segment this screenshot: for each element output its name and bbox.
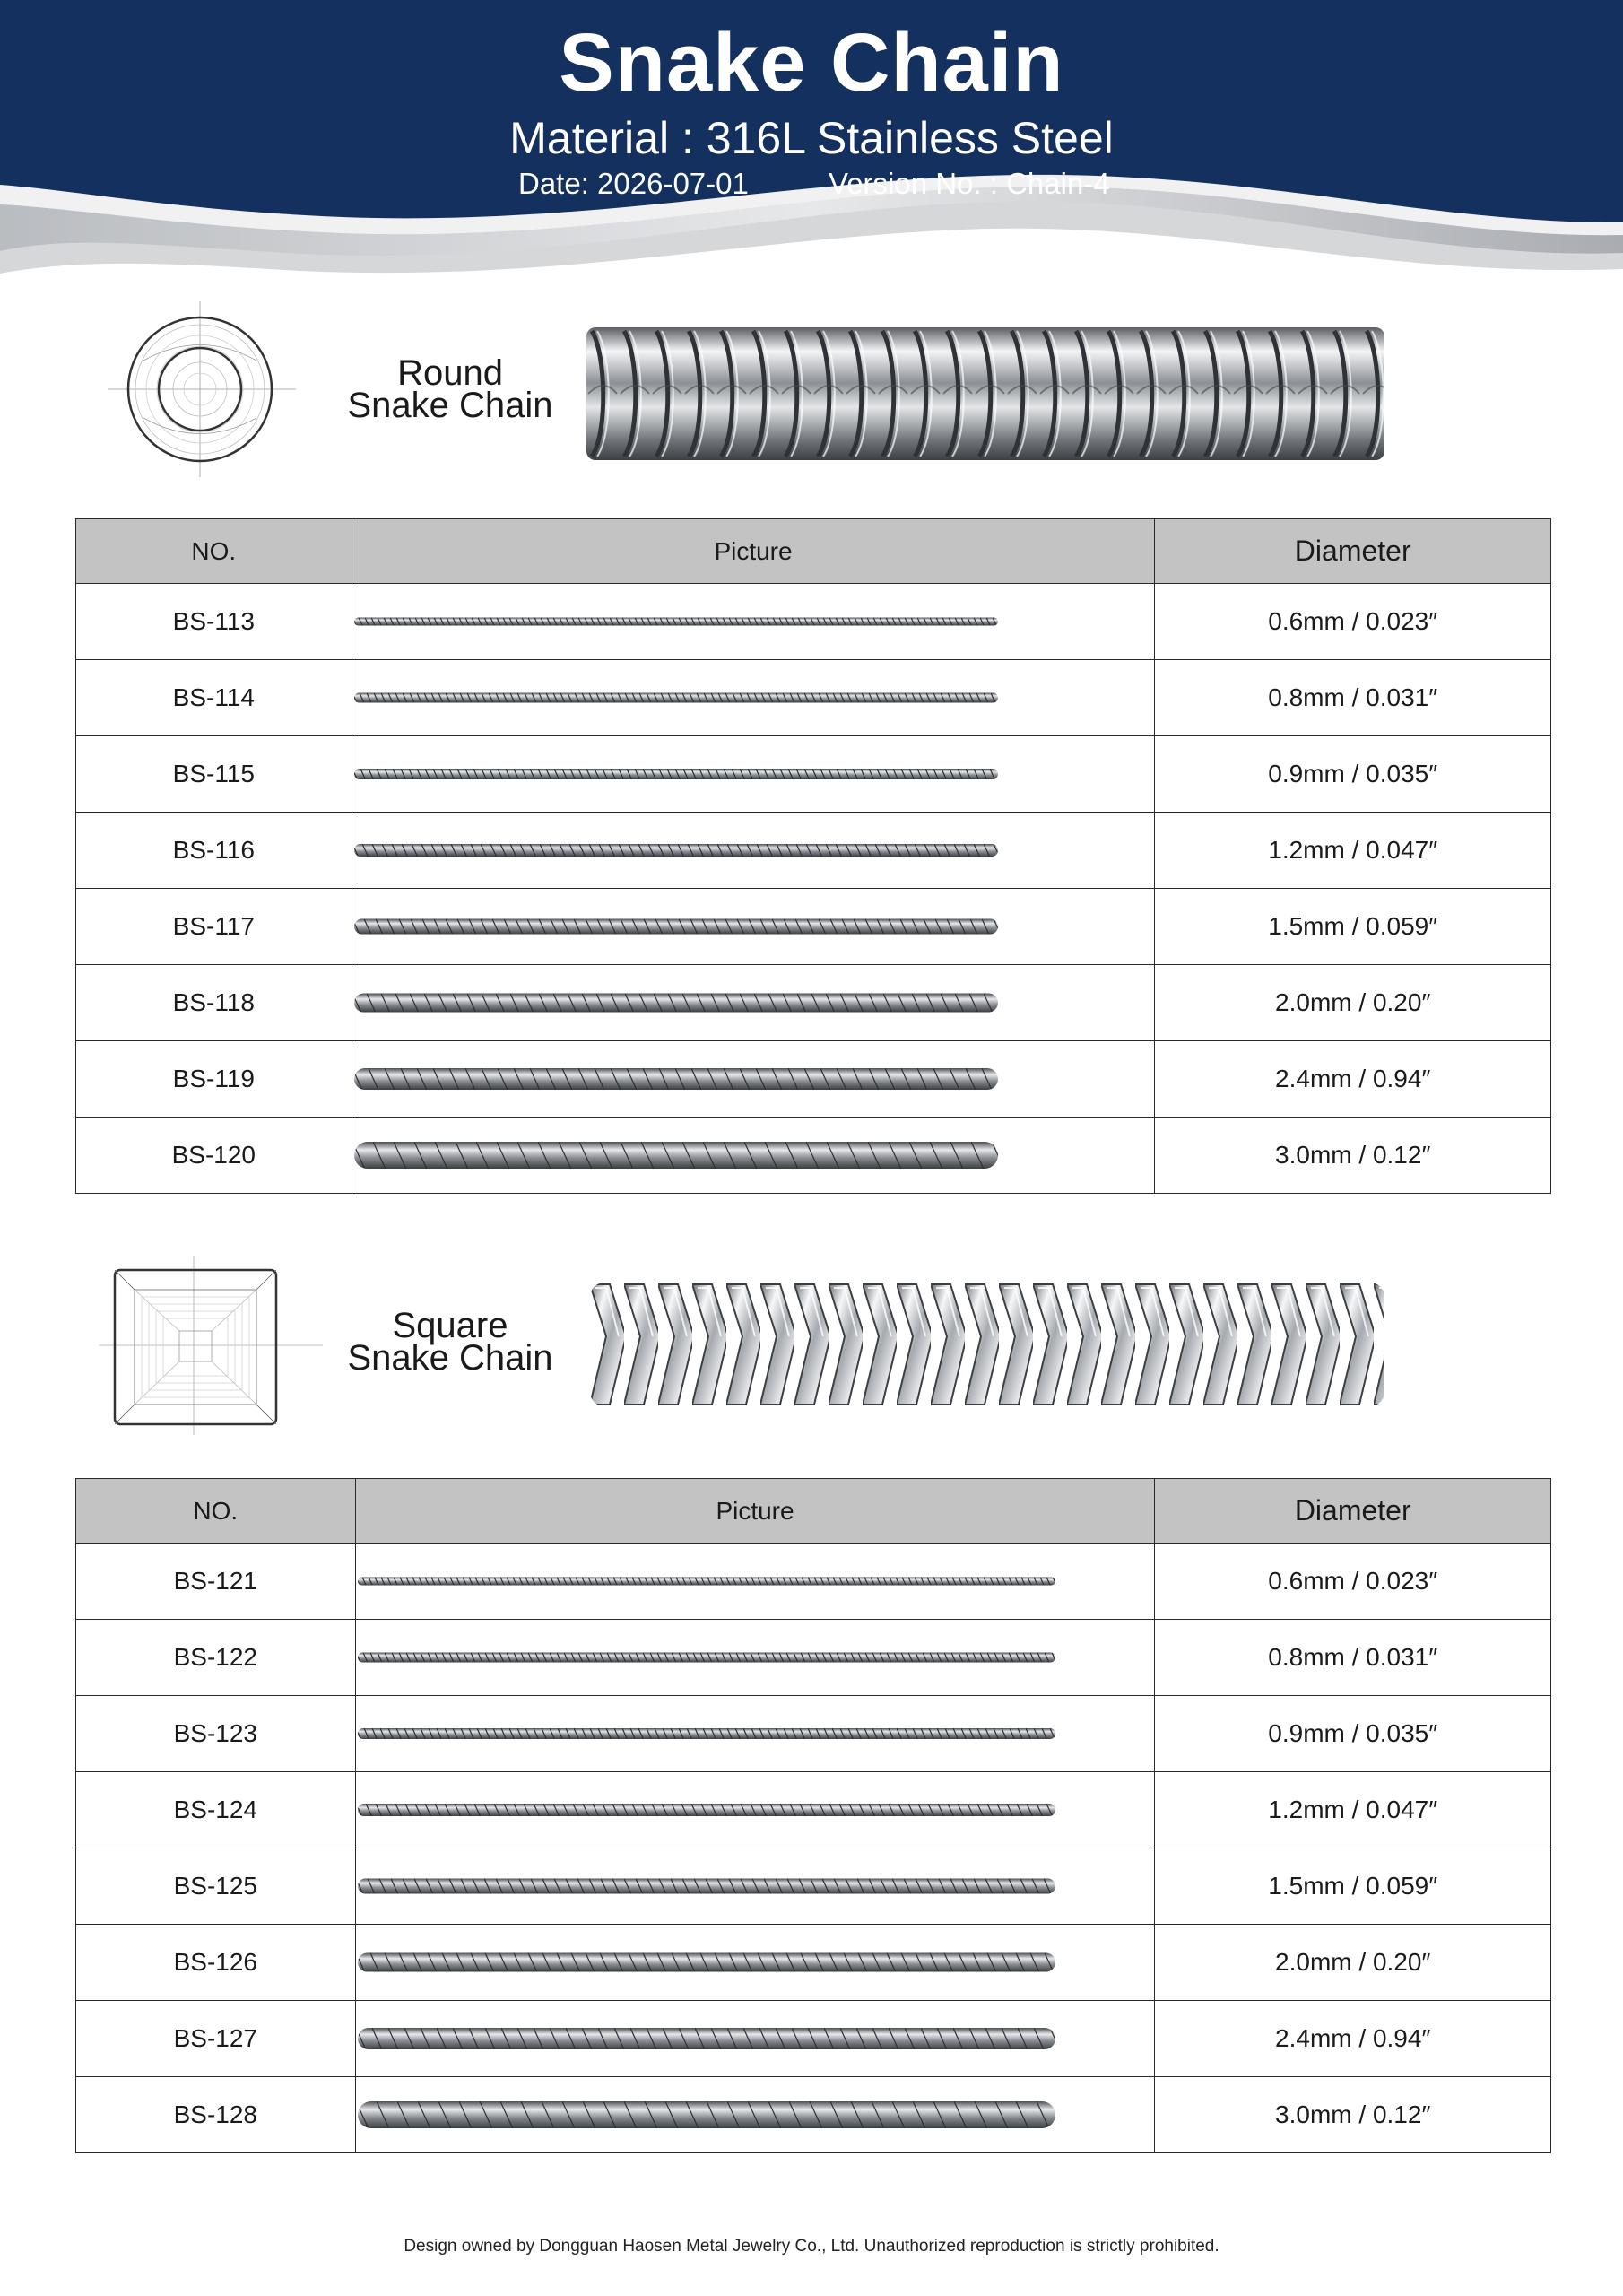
diameter-value: 0.9mm / 0.035″: [1155, 736, 1551, 813]
column-header-picture: Picture: [355, 1479, 1155, 1544]
diameter-value: 0.8mm / 0.031″: [1155, 1620, 1551, 1696]
table-row: [76, 736, 1551, 813]
chain-picture-cell: [352, 1041, 1155, 1118]
version-label: Version No. : Chain-4: [829, 167, 1110, 200]
diameter-value: 1.2mm / 0.047″: [1155, 1772, 1551, 1848]
chain-picture-cell: [355, 1925, 1155, 2001]
square-section-label: [341, 1306, 560, 1378]
square-snake-chain-photo: [590, 1283, 1384, 1406]
table-row: [76, 889, 1551, 965]
item-number: BS-121: [76, 1544, 356, 1620]
chain-sample-image: [356, 1639, 1057, 1675]
column-header-no: NO.: [76, 519, 352, 584]
table-row: [76, 1925, 1551, 2001]
square-spec-table: [75, 1478, 1551, 2153]
square-label-line2: Snake Chain: [347, 1338, 553, 1378]
chain-sample-image: [356, 1868, 1057, 1904]
item-number: BS-120: [76, 1118, 352, 1194]
chain-picture-cell: [352, 660, 1155, 736]
chain-picture-cell: [355, 1772, 1155, 1848]
diameter-value: 0.9mm / 0.035″: [1155, 1696, 1551, 1772]
round-spec-table: [75, 518, 1551, 1194]
chain-sample-image: [356, 2021, 1057, 2057]
table-row: [76, 2077, 1551, 2153]
diameter-value: 0.6mm / 0.023″: [1155, 584, 1551, 660]
chain-sample-image: [352, 680, 1000, 716]
chain-sample-image: [352, 909, 1000, 944]
round-label-line2: Snake Chain: [347, 386, 553, 425]
round-snake-chain-photo: [586, 327, 1384, 460]
round-cross-section-diagram: [108, 301, 296, 477]
chain-sample-image: [356, 1563, 1057, 1599]
page-title: Snake Chain: [559, 17, 1064, 109]
item-number: BS-126: [76, 1925, 356, 2001]
copyright-footer: Design owned by Dongguan Haosen Metal Jewelry Co., Ltd. Unauthorized reproduction is strictly prohibited.: [404, 2237, 1219, 2256]
chain-sample-image: [356, 1716, 1057, 1752]
diameter-value: 1.5mm / 0.059″: [1155, 1848, 1551, 1925]
item-number: BS-125: [76, 1848, 356, 1925]
table-header-row: [76, 519, 1551, 584]
chain-picture-cell: [352, 813, 1155, 889]
diameter-value: 1.5mm / 0.059″: [1155, 889, 1551, 965]
diameter-value: 2.0mm / 0.20″: [1155, 965, 1551, 1041]
column-header-diameter: Diameter: [1155, 1479, 1551, 1544]
chain-picture-cell: [352, 736, 1155, 813]
material-subtitle: Material : 316L Stainless Steel: [509, 113, 1114, 163]
round-table-body: [76, 584, 1551, 1194]
table-row: [76, 1696, 1551, 1772]
table-row: [76, 660, 1551, 736]
item-number: BS-124: [76, 1772, 356, 1848]
chain-picture-cell: [352, 584, 1155, 660]
table-row: [76, 813, 1551, 889]
table-row: [76, 1772, 1551, 1848]
chain-picture-cell: [355, 1696, 1155, 1772]
chain-picture-cell: [355, 2077, 1155, 2153]
item-number: BS-113: [76, 584, 352, 660]
table-row: [76, 1118, 1551, 1194]
item-number: BS-118: [76, 965, 352, 1041]
round-section-label: [341, 353, 560, 425]
table-row: [76, 1620, 1551, 1696]
chain-sample-image: [352, 756, 1000, 792]
column-header-picture: Picture: [352, 519, 1155, 584]
table-row: [76, 965, 1551, 1041]
chain-sample-image: [352, 1137, 1000, 1173]
chain-sample-image: [352, 604, 1000, 639]
chain-sample-image: [356, 1944, 1057, 1980]
chain-picture-cell: [355, 1848, 1155, 1925]
diameter-value: 0.6mm / 0.023″: [1155, 1544, 1551, 1620]
square-label-line1: Square: [392, 1306, 508, 1345]
column-header-diameter: Diameter: [1155, 519, 1551, 584]
table-row: [76, 2001, 1551, 2077]
chain-sample-image: [356, 2097, 1057, 2133]
chain-picture-cell: [352, 1118, 1155, 1194]
diameter-value: 2.4mm / 0.94″: [1155, 1041, 1551, 1118]
diameter-value: 0.8mm / 0.031″: [1155, 660, 1551, 736]
date-label: Date: 2026-07-01: [518, 167, 749, 200]
item-number: BS-123: [76, 1696, 356, 1772]
table-row: [76, 1041, 1551, 1118]
item-number: BS-114: [76, 660, 352, 736]
item-number: BS-128: [76, 2077, 356, 2153]
item-number: BS-117: [76, 889, 352, 965]
item-number: BS-115: [76, 736, 352, 813]
diameter-value: 2.0mm / 0.20″: [1155, 1925, 1551, 2001]
diameter-value: 3.0mm / 0.12″: [1155, 2077, 1551, 2153]
chain-picture-cell: [355, 1620, 1155, 1696]
table-row: [76, 1848, 1551, 1925]
item-number: BS-116: [76, 813, 352, 889]
table-row: [76, 1544, 1551, 1620]
square-table-body: [76, 1544, 1551, 2153]
item-number: BS-127: [76, 2001, 356, 2077]
chain-picture-cell: [355, 2001, 1155, 2077]
chain-sample-image: [356, 1792, 1057, 1828]
diameter-value: 3.0mm / 0.12″: [1155, 1118, 1551, 1194]
item-number: BS-119: [76, 1041, 352, 1118]
chain-picture-cell: [352, 965, 1155, 1041]
chain-picture-cell: [355, 1544, 1155, 1620]
diameter-value: 2.4mm / 0.94″: [1155, 2001, 1551, 2077]
column-header-no: NO.: [76, 1479, 356, 1544]
table-row: [76, 584, 1551, 660]
chain-sample-image: [352, 1061, 1000, 1097]
chain-picture-cell: [352, 889, 1155, 965]
diameter-value: 1.2mm / 0.047″: [1155, 813, 1551, 889]
round-label-line1: Round: [397, 353, 503, 393]
item-number: BS-122: [76, 1620, 356, 1696]
table-header-row: [76, 1479, 1551, 1544]
square-cross-section-diagram: [99, 1256, 323, 1435]
chain-sample-image: [352, 832, 1000, 868]
chain-sample-image: [352, 985, 1000, 1021]
